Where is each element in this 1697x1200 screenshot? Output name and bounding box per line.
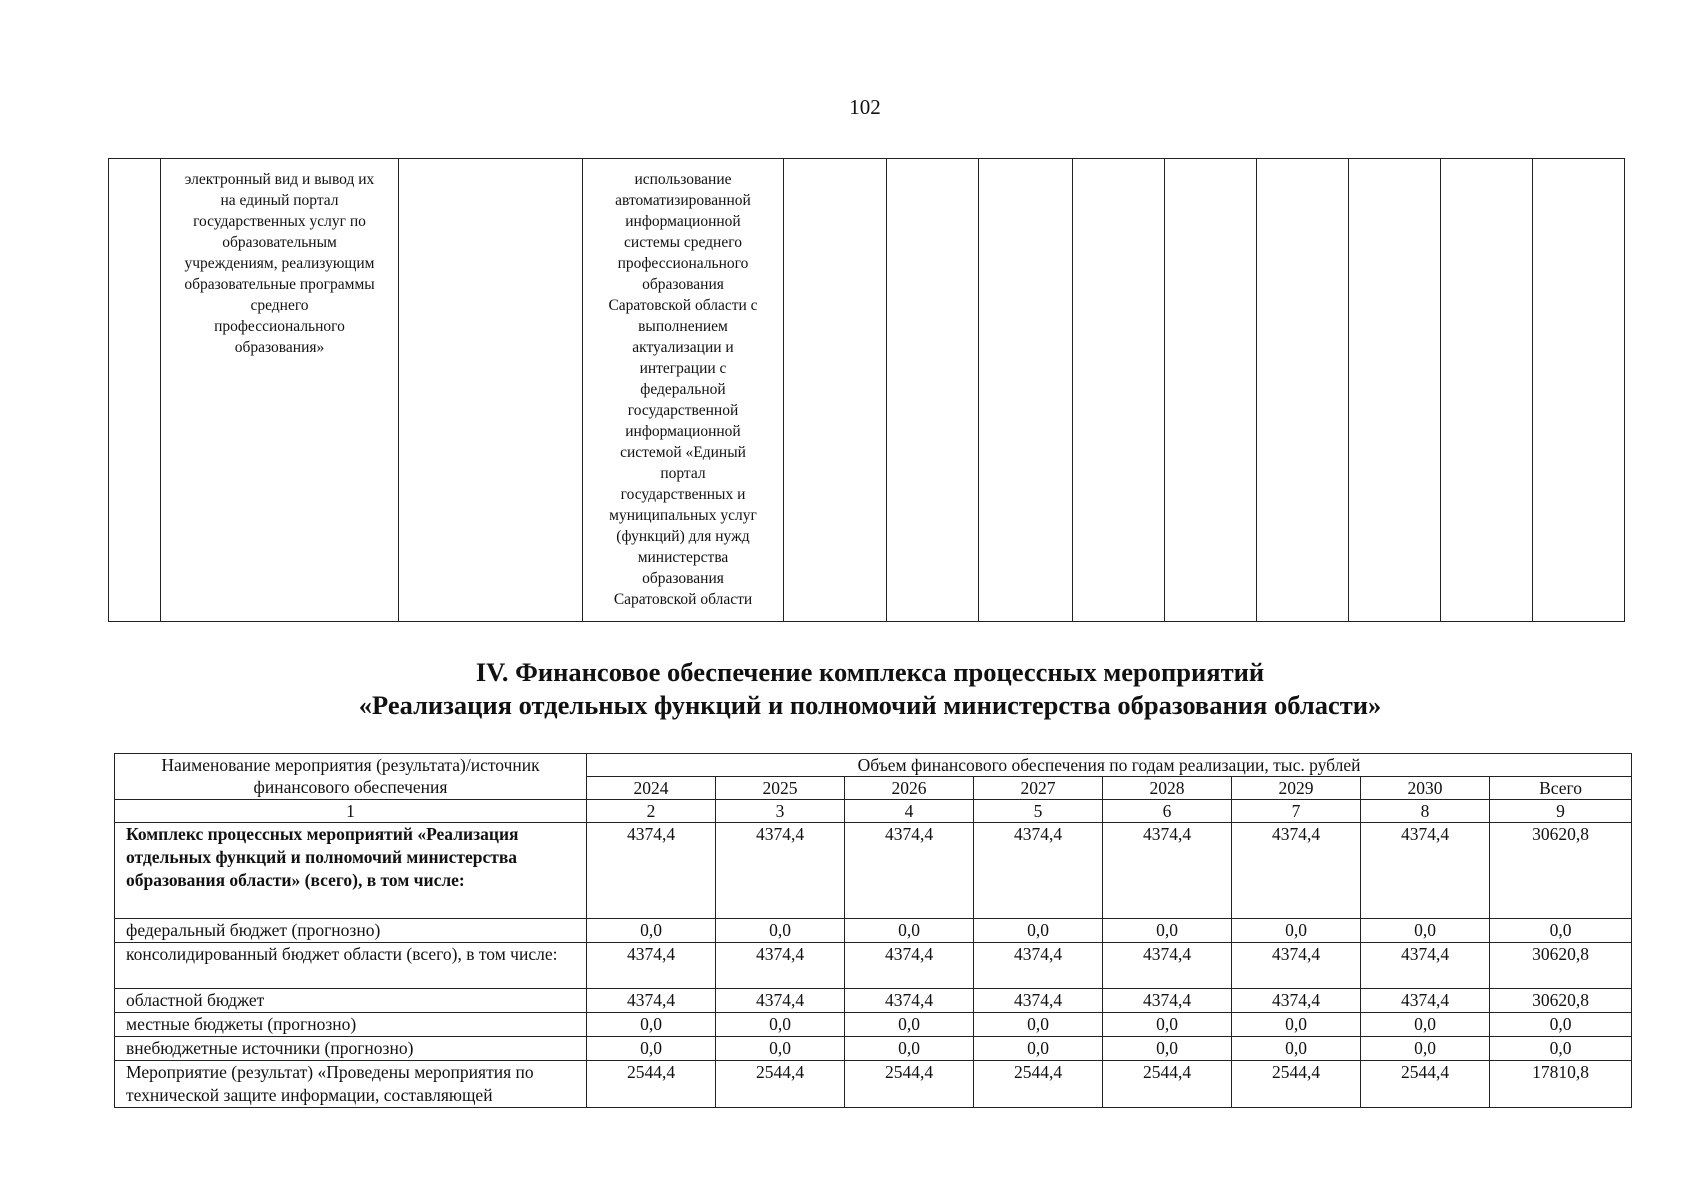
row-year-value: 4374,4 bbox=[845, 823, 974, 919]
column-number: 3 bbox=[716, 800, 845, 823]
row-name: Комплекс процессных мероприятий «Реализация отдельных функций и полномочий министерства образования области» (всего), в том числе: bbox=[115, 823, 587, 919]
row-year-value: 2544,4 bbox=[1361, 1061, 1490, 1108]
year-header: 2024 bbox=[587, 777, 716, 800]
row-year-value: 4374,4 bbox=[1232, 823, 1361, 919]
row-name: местные бюджеты (прогнозно) bbox=[115, 1013, 587, 1037]
row-year-value: 0,0 bbox=[1232, 1013, 1361, 1037]
row-year-value: 0,0 bbox=[1232, 919, 1361, 943]
cell-empty bbox=[887, 159, 979, 622]
header-row bbox=[115, 754, 1632, 777]
row-name: федеральный бюджет (прогнозно) bbox=[115, 919, 587, 943]
column-number: 2 bbox=[587, 800, 716, 823]
year-header: 2025 bbox=[716, 777, 845, 800]
continuation-row bbox=[109, 159, 1625, 622]
column-number: 4 bbox=[845, 800, 974, 823]
table-row bbox=[115, 1037, 1632, 1061]
table-row bbox=[115, 919, 1632, 943]
year-header: 2028 bbox=[1103, 777, 1232, 800]
row-year-value: 0,0 bbox=[974, 919, 1103, 943]
finance-body bbox=[115, 823, 1632, 1108]
row-year-value: 2544,4 bbox=[1103, 1061, 1232, 1108]
cell-empty bbox=[1073, 159, 1165, 622]
total-header: Всего bbox=[1490, 777, 1632, 800]
row-year-value: 4374,4 bbox=[716, 943, 845, 989]
row-name: внебюджетные источники (прогнозно) bbox=[115, 1037, 587, 1061]
row-year-value: 4374,4 bbox=[1361, 823, 1490, 919]
header-name: Наименование мероприятия (результата)/источник финансового обеспечения bbox=[161, 755, 540, 797]
year-header: 2029 bbox=[1232, 777, 1361, 800]
row-year-value: 2544,4 bbox=[845, 1061, 974, 1108]
row-year-value: 4374,4 bbox=[1232, 989, 1361, 1013]
row-year-value: 2544,4 bbox=[587, 1061, 716, 1108]
column-number: 5 bbox=[974, 800, 1103, 823]
table-row bbox=[115, 823, 1632, 919]
row-year-value: 4374,4 bbox=[1232, 943, 1361, 989]
row-year-value: 4374,4 bbox=[1103, 989, 1232, 1013]
cell-empty bbox=[1257, 159, 1349, 622]
cell-empty bbox=[1533, 159, 1625, 622]
row-name: консолидированный бюджет области (всего), в том числе: bbox=[115, 943, 587, 989]
table-row bbox=[115, 1013, 1632, 1037]
row-year-value: 2544,4 bbox=[974, 1061, 1103, 1108]
row-year-value: 4374,4 bbox=[587, 943, 716, 989]
row-year-value: 0,0 bbox=[974, 1037, 1103, 1061]
row-year-value: 4374,4 bbox=[716, 989, 845, 1013]
section-title bbox=[110, 656, 1630, 722]
row-name: областной бюджет bbox=[115, 989, 587, 1013]
row-year-value: 4374,4 bbox=[845, 989, 974, 1013]
cell-index bbox=[109, 159, 161, 622]
finance-table bbox=[114, 753, 1632, 1108]
cell-empty bbox=[1165, 159, 1257, 622]
column-number: 8 bbox=[1361, 800, 1490, 823]
column-numbers-row bbox=[115, 800, 1632, 823]
cell-empty bbox=[399, 159, 583, 622]
row-year-value: 4374,4 bbox=[1103, 823, 1232, 919]
row-year-value: 2544,4 bbox=[1232, 1061, 1361, 1108]
row-year-value: 0,0 bbox=[1103, 919, 1232, 943]
row-year-value: 0,0 bbox=[716, 1013, 845, 1037]
row-year-value: 0,0 bbox=[587, 919, 716, 943]
cell-system bbox=[583, 159, 784, 622]
row-year-value: 0,0 bbox=[1361, 1013, 1490, 1037]
column-number: 1 bbox=[115, 800, 587, 823]
row-year-value: 0,0 bbox=[845, 1013, 974, 1037]
row-total-value: 0,0 bbox=[1490, 1037, 1632, 1061]
page-number: 102 bbox=[849, 95, 881, 119]
row-year-value: 0,0 bbox=[587, 1037, 716, 1061]
column-number: 6 bbox=[1103, 800, 1232, 823]
row-year-value: 0,0 bbox=[1232, 1037, 1361, 1061]
row-year-value: 4374,4 bbox=[587, 823, 716, 919]
continuation-table bbox=[108, 158, 1625, 622]
row-year-value: 4374,4 bbox=[974, 989, 1103, 1013]
column-number: 9 bbox=[1490, 800, 1632, 823]
cell-empty bbox=[784, 159, 887, 622]
row-total-value: 0,0 bbox=[1490, 919, 1632, 943]
system-text: использование автоматизированной информационной системы среднего профессионального образования Саратовской области с выполнением актуализации и интеграции с федеральной государственной информационной системой «Единый портал государственных и муниципальных услуг (функций) для нужд министерства образования Саратовской области bbox=[608, 171, 758, 608]
header-name-cell bbox=[115, 754, 587, 800]
row-year-value: 0,0 bbox=[974, 1013, 1103, 1037]
row-year-value: 4374,4 bbox=[974, 823, 1103, 919]
row-year-value: 0,0 bbox=[716, 919, 845, 943]
row-year-value: 0,0 bbox=[1361, 1037, 1490, 1061]
row-year-value: 4374,4 bbox=[716, 823, 845, 919]
row-year-value: 0,0 bbox=[1103, 1037, 1232, 1061]
row-name: Мероприятие (результат) «Проведены мероприятия по технической защите информации, составляющей bbox=[115, 1061, 587, 1108]
row-total-value: 30620,8 bbox=[1490, 989, 1632, 1013]
row-total-value: 30620,8 bbox=[1490, 823, 1632, 919]
cell-empty bbox=[979, 159, 1073, 622]
row-year-value: 4374,4 bbox=[1103, 943, 1232, 989]
row-year-value: 2544,4 bbox=[716, 1061, 845, 1108]
cell-empty bbox=[1349, 159, 1441, 622]
row-year-value: 4374,4 bbox=[845, 943, 974, 989]
row-year-value: 0,0 bbox=[1103, 1013, 1232, 1037]
row-year-value: 0,0 bbox=[587, 1013, 716, 1037]
year-header: 2026 bbox=[845, 777, 974, 800]
row-year-value: 0,0 bbox=[845, 1037, 974, 1061]
year-header: 2030 bbox=[1361, 777, 1490, 800]
row-year-value: 0,0 bbox=[1361, 919, 1490, 943]
section-title-line-1: IV. Финансовое обеспечение комплекса процессных мероприятий bbox=[475, 657, 1265, 687]
year-header: 2027 bbox=[974, 777, 1103, 800]
cell-empty bbox=[1441, 159, 1533, 622]
row-total-value: 30620,8 bbox=[1490, 943, 1632, 989]
cell-description bbox=[161, 159, 399, 622]
table-row bbox=[115, 943, 1632, 989]
row-year-value: 4374,4 bbox=[587, 989, 716, 1013]
row-year-value: 0,0 bbox=[716, 1037, 845, 1061]
row-total-value: 17810,8 bbox=[1490, 1061, 1632, 1108]
table-row bbox=[115, 989, 1632, 1013]
column-number: 7 bbox=[1232, 800, 1361, 823]
row-total-value: 0,0 bbox=[1490, 1013, 1632, 1037]
header-volume: Объем финансового обеспечения по годам реализации, тыс. рублей bbox=[587, 754, 1632, 777]
row-year-value: 4374,4 bbox=[1361, 943, 1490, 989]
description-text: электронный вид и вывод их на единый портал государственных услуг по образовательным учреждениям, реализующим образовательные программы среднего профессионального образования» bbox=[184, 171, 375, 356]
section-title-line-2: «Реализация отдельных функций и полномочий министерства образования области» bbox=[358, 690, 1382, 720]
row-year-value: 4374,4 bbox=[974, 943, 1103, 989]
row-year-value: 4374,4 bbox=[1361, 989, 1490, 1013]
table-row bbox=[115, 1061, 1632, 1108]
row-year-value: 0,0 bbox=[845, 919, 974, 943]
